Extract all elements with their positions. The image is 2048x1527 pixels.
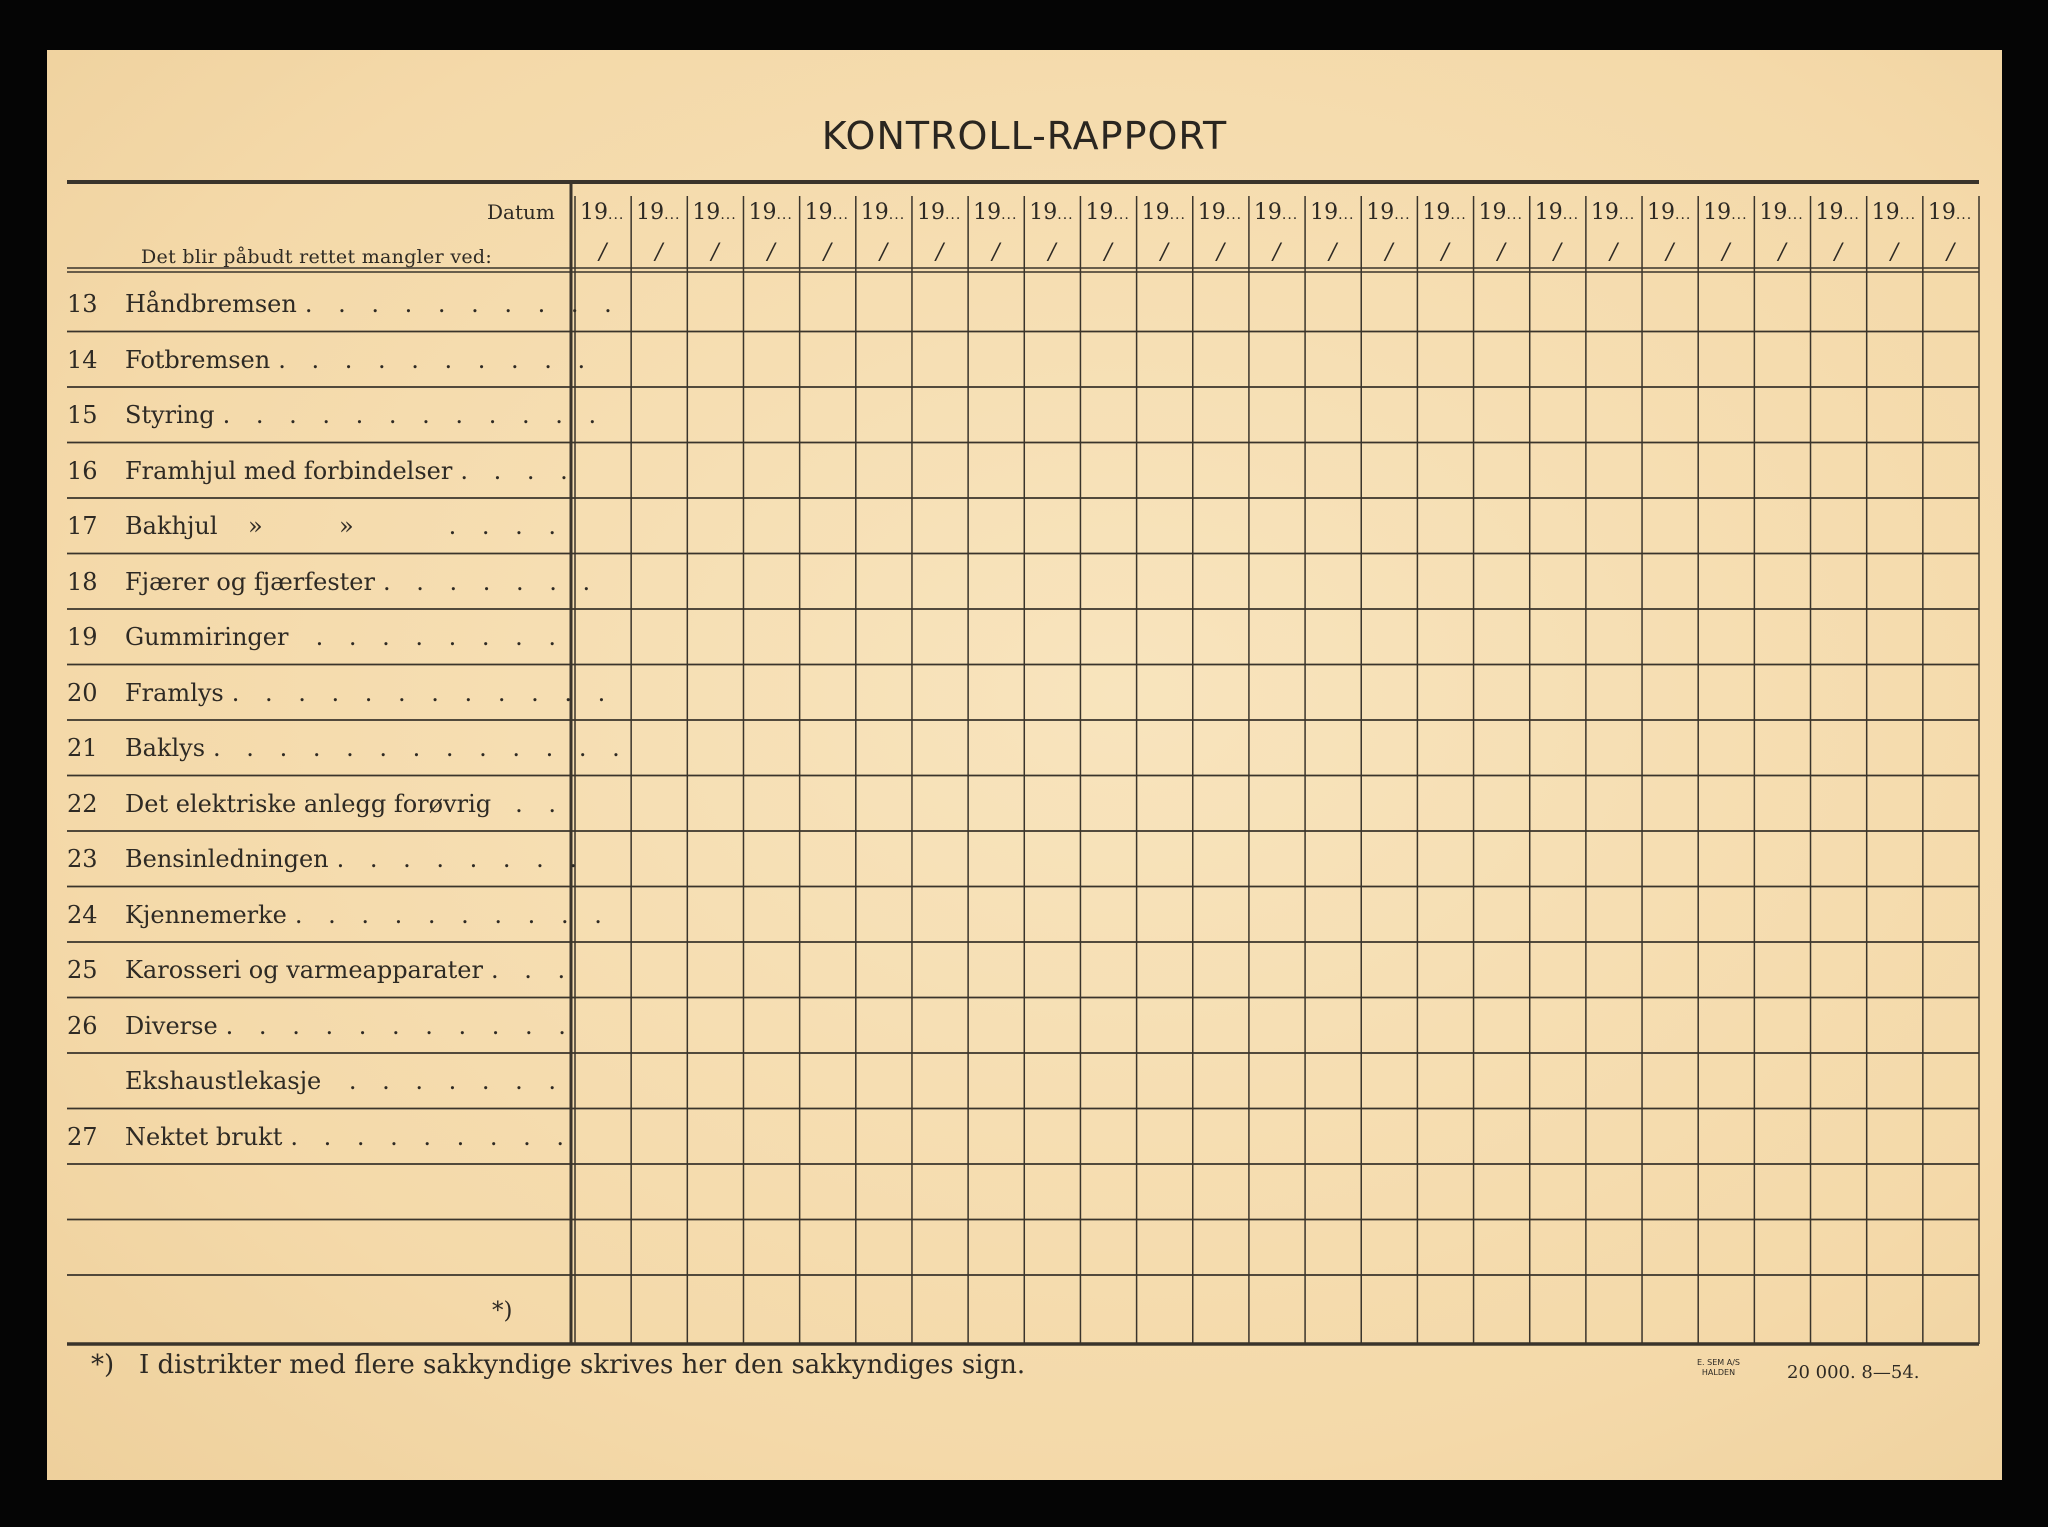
year-prefix: 19	[580, 200, 608, 225]
row-dot-leader: . . . . . . . . . . . .	[222, 401, 606, 429]
year-dots: ...	[1450, 207, 1467, 223]
year-field	[861, 200, 905, 225]
year-dots: ...	[664, 207, 681, 223]
year-prefix: 19	[916, 200, 945, 225]
year-dots: ...	[608, 207, 625, 223]
date-separator: /	[823, 240, 832, 265]
row-label: Karosseri og varmeapparater	[125, 956, 483, 984]
row-number: 18	[67, 567, 98, 596]
year-dots: ...	[1281, 207, 1299, 223]
year-field	[1535, 200, 1579, 225]
year-field	[1310, 200, 1354, 225]
year-field	[1029, 200, 1073, 225]
year-field	[1198, 200, 1242, 225]
row-dot-leader: . . . . . . . . .	[290, 1122, 574, 1151]
year-prefix: 19	[1085, 200, 1114, 225]
date-separator: /	[1553, 240, 1562, 265]
row-number: 27	[67, 1122, 98, 1151]
row-number: 22	[67, 789, 98, 818]
date-separator: /	[936, 240, 944, 265]
row-dot-leader: . .	[515, 789, 565, 818]
year-prefix: 19	[1703, 200, 1732, 225]
date-separator: /	[1946, 240, 1955, 265]
year-dots: ...	[1169, 207, 1186, 223]
year-field	[692, 200, 736, 225]
row-number: 24	[67, 900, 98, 929]
date-separator: /	[1890, 240, 1899, 265]
year-dots: ...	[1113, 207, 1130, 223]
date-separator: /	[1441, 240, 1449, 265]
date-separator: /	[1385, 240, 1393, 265]
year-dots: ...	[1899, 207, 1917, 223]
year-prefix: 19	[1310, 200, 1339, 225]
date-separator: /	[992, 240, 1000, 265]
row-dot-leader: . . . . . . . .	[315, 623, 565, 651]
row-dot-leader: . . . . . . . .	[336, 845, 587, 873]
row-number: 21	[67, 734, 98, 762]
year-prefix: 19	[636, 200, 665, 225]
year-prefix: 19	[1590, 200, 1619, 225]
row-label: Styring	[125, 401, 215, 429]
row-label: Fotbremsen	[125, 345, 271, 374]
date-separator: /	[1778, 240, 1786, 265]
row-label: Det elektriske anlegg forøvrig	[125, 789, 492, 818]
year-prefix: 19	[1534, 200, 1563, 225]
year-dots: ...	[1394, 207, 1411, 223]
row-number: 16	[67, 456, 98, 485]
date-separator: /	[1609, 240, 1618, 265]
year-dots: ...	[944, 207, 962, 223]
year-field	[1142, 200, 1186, 225]
row-number: 26	[67, 1011, 98, 1040]
year-dots: ...	[1001, 207, 1018, 223]
date-separator: /	[599, 240, 607, 265]
printer-name: E. SEM A/S	[1697, 1358, 1740, 1367]
year-field	[636, 200, 680, 225]
signature-row-mark: *)	[492, 1298, 513, 1324]
year-field	[580, 200, 624, 225]
print-run-info: 20 000. 8—54.	[1787, 1362, 1920, 1383]
row-dot-leader: . . . . . . .	[382, 567, 600, 596]
year-prefix: 19	[1029, 200, 1058, 225]
row-number: 23	[67, 845, 98, 873]
row-label: Kjennemerke	[125, 900, 287, 929]
row-number: 19	[67, 623, 98, 651]
date-separator: /	[1216, 240, 1225, 265]
date-separator: /	[1666, 240, 1674, 265]
row-number: 13	[67, 290, 98, 318]
year-dots: ...	[1225, 207, 1243, 223]
year-field	[1366, 200, 1410, 225]
row-dot-leader: . . . .	[448, 512, 565, 540]
date-separator: /	[1329, 240, 1337, 265]
date-separator: /	[1497, 240, 1506, 265]
year-field	[1591, 200, 1635, 225]
row-label: Gummiringer	[125, 623, 289, 651]
date-separator: /	[1048, 240, 1056, 265]
year-prefix: 19	[1759, 200, 1788, 225]
printer-imprint	[1697, 1358, 1740, 1378]
year-dots: ...	[888, 207, 906, 223]
year-dots: ...	[720, 207, 737, 223]
year-prefix: 19	[1422, 200, 1451, 225]
year-field	[805, 200, 849, 225]
row-dot-leader: . . . . . . . . . . .	[225, 1011, 575, 1040]
year-prefix: 19	[860, 200, 889, 225]
year-dots: ...	[776, 207, 793, 223]
year-dots: ...	[1787, 207, 1804, 223]
year-prefix: 19	[804, 200, 833, 225]
row-number: 25	[67, 956, 98, 984]
row-label: Diverse	[125, 1011, 218, 1040]
row-dot-leader: . . . . . . . . . . . .	[231, 678, 615, 707]
row-label: Nektet brukt	[125, 1122, 283, 1151]
year-field	[1479, 200, 1523, 225]
row-number: 20	[67, 678, 98, 707]
year-dots: ...	[1618, 207, 1636, 223]
year-dots: ...	[1057, 207, 1074, 223]
year-prefix: 19	[1478, 200, 1507, 225]
year-prefix: 19	[1197, 200, 1226, 225]
year-field	[1647, 200, 1691, 225]
datum-label: Datum	[487, 200, 555, 224]
year-dots: ...	[1843, 207, 1860, 223]
year-prefix: 19	[1366, 200, 1395, 225]
date-separator: /	[1104, 240, 1112, 265]
row-label: Fjærer og fjærfester	[125, 567, 375, 596]
year-field	[917, 200, 961, 225]
date-separator: /	[655, 240, 663, 265]
date-separator: /	[1722, 240, 1730, 265]
date-separator: /	[1160, 240, 1169, 265]
year-prefix: 19	[1815, 200, 1844, 225]
row-label: Ekshaustlekasje	[125, 1067, 322, 1095]
row-dot-leader: . . . . . . . . . .	[278, 345, 595, 374]
year-prefix: 19	[1253, 200, 1282, 225]
year-prefix: 19	[692, 200, 721, 225]
year-prefix: 19	[748, 200, 777, 225]
year-prefix: 19	[1647, 200, 1676, 225]
row-dot-leader: . . . . . . . . . .	[294, 900, 611, 929]
order-label: Det blir påbudt rettet mangler ved:	[141, 246, 493, 268]
row-number: 14	[67, 345, 98, 374]
year-dots: ...	[1506, 207, 1523, 223]
year-field	[1759, 200, 1803, 225]
footnote: *) I distrikter med flere sakkyndige skrives her den sakkyndiges sign.	[91, 1350, 1026, 1380]
row-number: 15	[67, 401, 98, 429]
year-prefix: 19	[973, 200, 1002, 225]
row-number: 17	[67, 512, 98, 540]
row-label: Håndbremsen	[125, 290, 297, 318]
date-separator: /	[767, 240, 775, 265]
row-label: Bakhjul » »	[125, 512, 354, 540]
row-dot-leader: . . . . . . .	[348, 1067, 565, 1095]
year-prefix: 19	[1871, 200, 1900, 225]
year-field	[1254, 200, 1298, 225]
year-dots: ...	[1562, 207, 1580, 223]
date-separator: /	[711, 240, 719, 265]
year-field	[1872, 200, 1916, 225]
year-field	[1422, 200, 1466, 225]
form-title: KONTROLL-RAPPORT	[821, 114, 1228, 158]
row-dot-leader: . . .	[490, 956, 575, 984]
year-field	[1703, 200, 1747, 225]
year-dots: ...	[1955, 207, 1973, 223]
row-label: Bensinledningen	[125, 845, 329, 873]
year-field	[1816, 200, 1860, 225]
row-label: Framlys	[125, 678, 224, 707]
row-dot-leader: . . . . . . . . . .	[304, 290, 621, 318]
year-dots: ...	[1731, 207, 1748, 223]
row-dot-leader: . . . . . . . . . . . . .	[213, 734, 629, 762]
year-field	[1928, 200, 1972, 225]
year-dots: ...	[1338, 207, 1355, 223]
year-field	[973, 200, 1017, 225]
row-label: Baklys	[125, 734, 206, 762]
year-dots: ...	[1675, 207, 1692, 223]
year-field	[748, 200, 792, 225]
printer-city: HALDEN	[1701, 1368, 1736, 1377]
date-separator: /	[1273, 240, 1281, 265]
year-dots: ...	[832, 207, 849, 223]
year-prefix: 19	[1141, 200, 1170, 225]
date-separator: /	[1834, 240, 1843, 265]
row-dot-leader: . . . .	[460, 456, 577, 485]
form-card	[47, 50, 2002, 1480]
date-separator: /	[879, 240, 888, 265]
year-field	[1085, 200, 1129, 225]
row-label: Framhjul med forbindelser	[125, 456, 453, 485]
year-prefix: 19	[1927, 200, 1956, 225]
